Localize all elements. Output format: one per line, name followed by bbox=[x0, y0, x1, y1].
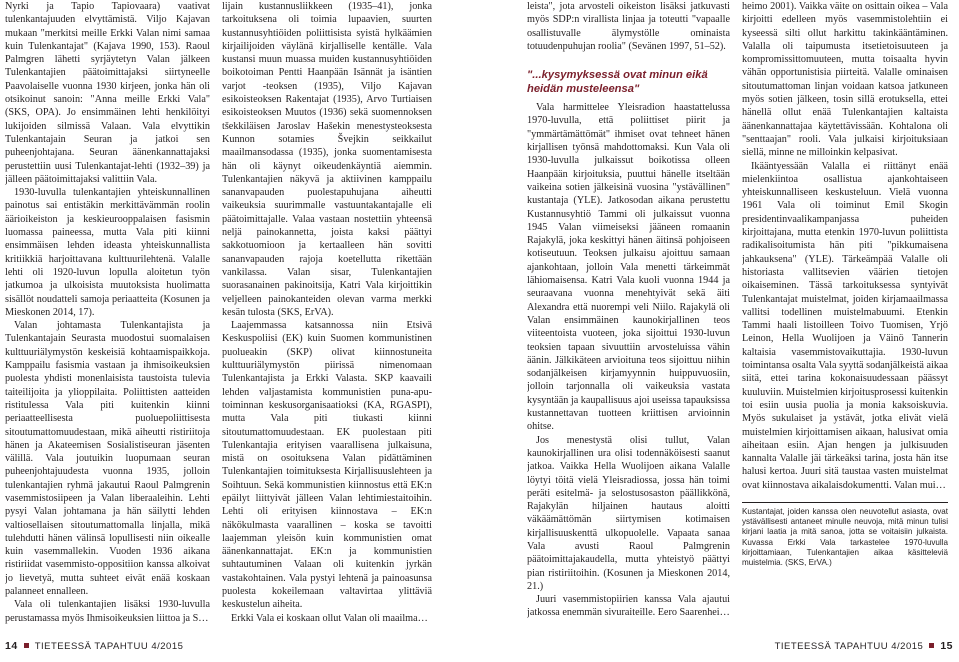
paragraph: Jos menestystä olisi tullut, Valan kaunokirjallinen ura olisi todennäköisesti saanut jatkoa. Vaikka Hella Wuolijoen aikana Valalle löytyi töitä vielä Yleisradiossa, jossa hän toimi peräti esitelmä- ja selostusosaston päällikkönä, Rajakylän hiljainen hautaus aloitti väkäämättömän siirtymisen kotimaisen kirjallisuuskenttä ulkopuolelle. Vapaata sanaa Vala avusti Raoul Palmgrenin päätoimittajakaudella, mutta yhteistyö päättyi pian ristiriitoihin. (Kosunen ja Mieskonen 2014, 21.) bbox=[527, 434, 730, 592]
text-column-3 bbox=[527, 0, 730, 630]
journal-name: TIETEESSÄ TAPAHTUU 4/2015 bbox=[774, 641, 924, 652]
paragraph: Ikääntyessään Valalla ei riittänyt enää mielenkiintoa osallistua ajankohtaiseen yhteiskunnalliseen keskusteluun. Vielä vuonna 1961 Vala oli toiminut Emil Skogin presidentinvaalikampanjassa puheiden kirjoittajana, mutta etenkin 1970-luvun poliittista radikalisoitumista hän piti "pikkumaisena jahkauksena" (YLE). Tärkeämpää Valalle oli historiasta vallitsevien väärien tietojen oikaiseminen. Tässä tarkoituksessa syntyivät Tulenkantajat muistelmat, joiden kirjamaailmassa vallitsi todellinen muistelmabuumi. Etenkin Tammi haali listoilleen Toivo Tuomisen, Yrjö Leinon, Hella Wuolijoen ja Väinö Tannerin kaltaisia vasemmistovaikuttajia. 1930-luvun toimintansa osalta Vala syyttä sodanjälkeistä aikaa siitä, ettei tarina kokonaisuudessaan päässyt kuuluviin. Muistelmien kirjoitusprosessi kuitenkin toi esiin uusia puolia ja monia kaksoiskuvia. Myös sukulaiset ja ystävät, jotka elivät vielä muistelmien kirjoittamisen aikaan, halusivat omia aiheitaan esiin. Ajan hengen ja julkisuuden kannalta Valalle jäi tärkeäksi tarina, josta hän itse halusi kertoa. Juuri sitä taustaa vasten muistelmat ovat kiinnostava aikalaisdokumentti. Valan mui… bbox=[742, 160, 948, 491]
page-number: 15 bbox=[940, 640, 953, 652]
text-column-1 bbox=[5, 0, 210, 630]
image-caption: Kustantajat, joiden kanssa olen neuvotellut asiasta, ovat ystävällisesti antaneet minulle neuvoja, mitä minun tulisi kirjani laatia ja mitä sanoa, jotta se voitaisiin julkaista. Kuvassa Erkki Vala tarkastelee 1970-luvulla kirjoittamiaan, Tulenkantajien aikaa käsitteleviä muistelmia. (SKS, ErVA.) bbox=[742, 507, 948, 568]
square-bullet-icon bbox=[24, 643, 29, 648]
paragraph: Valan johtamasta Tulenkantajista ja Tulenkantajain Seurasta muodostui suomalaisen kulttuuriälymystön keskeisiä kohtaamispaikkoja. Kamppailu fasismia vastaan ja ihmisoikeuksien puolesta yhdisti monenlaisista taustoista tulevia taiteilijoita ja ylioppilaita. Poliittisten aatteiden ristitulessa Vala piti kuitenkin kiinni periaatteellisesta puoluepoliittisesta sitoutumattomuudestaan, mikä aiheutti ristiriitoja hänen ja Akateemisen Sosialistiseuran jäsenten välillä. Vala joutuikin luopumaan seuran puheenjohtajuudesta vuonna 1935, jolloin tulenkantajien ryhmä jakautui Raoul Palmgrenin vasemmistosiipeen ja Valan liberaaleihin. Lehti pysyi Valan johtamana ja hän säilytti lehden valtiosellaisen sitoutumattomalla linjalla, mikä tulehdutti hänen välinsä lopullisesti niin oikealle kuin vasemmallekin. Vuoden 1936 aikana ristiriidat vasemmisto-oppositiion kanssa alkoivat jo lievetyä, mutta suhteet eivät enää koskaan palanneet ennalleen. bbox=[5, 320, 210, 598]
text-column-4 bbox=[742, 0, 948, 630]
page-footer-left bbox=[5, 640, 183, 652]
page-number: 14 bbox=[5, 640, 18, 652]
paragraph: Erkki Vala ei koskaan ollut Valan oli maailma… bbox=[231, 612, 428, 624]
left-page bbox=[0, 0, 479, 662]
paragraph: heimo 2001). Vaikka väite on osittain oikea – Vala kirjoitti edelleen myös vasemmistolehtiin ei kyseessä silti ollut harkittu takinkääntäminen. Valalla oli taipumusta itsetietoisuuteen ja kompromissittomuuteen, mutta toisaalta hyvin vähän opportunistisia piirteitä. Valalle ominaisen sitoutumattoman linjan voidaan katsoa jatkuneen myös sotien jälkeen, tosin sillä erotuksella, ettei hänellä ollut enää Tulenkantajien kaltaista äänenkannattajaa käytettävissään. Kohtalona oli "senttaajan" rooli. Vala julkaisi kirjoituksiaan siellä, minne ne milloinkin kelpasivat. bbox=[742, 1, 948, 159]
journal-name: TIETEESSÄ TAPAHTUU 4/2015 bbox=[34, 641, 184, 652]
caption-rule bbox=[742, 502, 948, 503]
page-footer-right bbox=[775, 640, 953, 652]
paragraph: 1930-luvulla tulenkantajien yhteiskunnallinen painotus sai entistäkin merkittävämmän roolin äärioikeiston ja keskieurooppalaisen fasismin luomassa paineessa, mutta Vala piti kiinni ensimmäisen lehden ideasta yhteiskunnallista kritiikkiä harjoittavana kulttuurilehtenä. Valalle lehti oli 1920-luvun lopulla aloitetun työn jatkumoa ja ulkoisista muutoksista huolimatta sisällöt noudatteli samoja periaatteita (Kosunen ja Mieskonen 2014, 17). bbox=[5, 187, 210, 318]
paragraph: Vala harmittelee Yleisradion haastattelussa 1970-luvulla, että poliittiset piirit ja "ymmärtämättömät" ihmiset ovat tehneet hänen kirjallisen työnsä mahdottomaksi. Kun Vala oli 1930-luvulla julkaissut boikotissa olleen Haanpään kirjoituksia, puuttui hänelle itseltään vaikeina sotien jälkeisinä vuosina "ystävällinen" kustantaja (YLE). Jatkosodan aikana perustettu Kustannusyhtiö Tammi oli julkaissut vuonna 1945 Valan viimeiseksi jääneen romaanin Rajakylä, joka keskittyi hänen äitinsä pohjoiseen kotiseutuun. Teoksen julkaisu ajoittuu samaan ajankohtaan, jolloin Vala menetti tärkeimmät lähiomaisensa. Katri Vala kuoli vuonna 1944 ja seuraavana vuonna menehtyivät sekä äiti Alexandra että nuorempi veli Niilo. Rajakylä oli Valan ensimmäinen kaunokirjallinen teos viiteentoista vuoteen, joka sijoittui 1930-luvun teoksien tapaan sivuuttiin arvosteluissa vähin äänin. Jälkikäteen arvioituna teos sijoittuu niihin sodanjälkeisen kirjamyynnin huippuvuosiin, jolloin tarjonnalla oli vaikeuksia vastata kysyntään ja kaupallisuus ajoi useissa tapauksissa kustannettavan tuotteen kriittisen arvioinnin ohitse. bbox=[527, 102, 730, 433]
paragraph: leista", jota arvosteli oikeiston lisäksi jatkuvasti myös SDP:n virallista linjaa ja toteutti "vapaalle osallistuvalle älymystölle ominaista totuudenpuhujan roolia" (Sevänen 1997, 51–52). bbox=[527, 1, 730, 52]
square-bullet-icon bbox=[929, 643, 934, 648]
paragraph: Vala oli tulenkantajien lisäksi 1930-luvulla perustamassa myös Ihmisoikeuksien liittoa ja S… bbox=[5, 599, 210, 624]
paragraph: Laajemmassa katsannossa niin Etsivä Keskuspoliisi (EK) kuin Suomen kommunistinen puolueakin (SKP) olivat kiinnostuneita kulttuuriälymystön piirissä nimenomaan Tulenkantajista ja Erkki Valasta. SKP kaavaili lehden valjastamista kommunistien puna-apu-toiminnan keskusorganisaatioksi (KA, RGASPI), mutta Vala piti tiukasti kiinni sitoutumattomuudestaan. EK puolestaan piti Tulenkantajia erityisen vaarallisena julkaisuna, mistä on osoituksena Valan pidättäminen Tulenkantajien toimituksesta Kirjallisuuslehteen ja Soihtuun. Sekä kommunistien kiinnostus että EK:n epäilyt liittyivät jälleen Valan lehtimiestaitoihin. Lehti oli erityisen kiinnostava – EK:n näkökulmasta vaarallinen – koska se tavoitti laajemman yleisön kuin kommunistien omat äänenkannattajat. EK:n ja kommunistien suhtautuminen Valaan oli kuitenkin jyrkän vastakohtainen. Vala pystyi lehtenä ja painoasunsa puolesta kokeilemaan valtavirtaa ylittäviä keskustelun aiheita. bbox=[222, 320, 432, 611]
column-4-body bbox=[742, 0, 948, 493]
text-column-2 bbox=[222, 0, 432, 630]
paragraph: Nyrki ja Tapio Tapiovaara) vaativat tulenkantajuuden elvyttämistä. Viljo Kajavan mukaan "merkitsi meille Erkki Valan nimi samaa kuin Tulenkantajat" (Kajava 1990, 153). Raoul Palmgren lähetti syrjäytetyn Valan jälkeen Tulenkantajien päätoimittajaksi siirtyneelle Paavolaiselle vuonna 1930 kirjeen, jonka hän oli otsikoinut sanoin: "Anna meille Erkki Vala" (SKS, OPA). Jo ensimmäinen lehti henkilöityi lukijoiden silmissä Valaan. Vala elvyttikin Tulenkantajain Seuran ja jatkoi sen puheenjohtajana. Seuran äänenkannattajaksi perustettiin uusi Tulenkantajat-lehti (1932–39) ja jälleen päätoimittajaksi valittiin Vala. bbox=[5, 1, 210, 185]
right-page bbox=[480, 0, 959, 662]
section-subheading: "...kysymyksessä ovat minun eikä heidän musteleensa" bbox=[527, 69, 708, 95]
paragraph: Juuri vasemmistopiirien kanssa Vala ajautui jatkossa enemmän sivuraiteille. Eero Saarenhei… bbox=[527, 594, 730, 619]
paragraph: lijain kustannusliikkeen (1935–41), jonka tarkoituksena oli toimia lupaavien, suurten kustannusyhtiöiden poliittisista syistä hylkäämien kirjailijoiden väylänä kirjalliselle kentälle. Vala kustansi muun muassa muiden kustannusyhtiöiden boikotoiman Pentti Haanpään Isännät ja isäntien varjot -teoksen (1935), Viljo Kajavan esikoisteoksen Rakentajat (1935), Arvo Turtiaisen esikoisteoksen Muutos (1936) sekä suomennoksen tšekkiläisen Jaroslav Hašekin menestysteoksesta Kunnon sotamies Švejkin seikkailut maailmansodassa (1935), jonka suomentamisesta hän oli käynyt oikeudenkäyntiä aiemmin. Tulenkantajien näkyvä ja aktiivinen kamppailu sananvapauden puolestapuhujana aiheutti vaikeuksia suurimmalle vastuuntakantajalle eli päätoimittajalle. Valaa vastaan nostettiin yhteensä neljä painokannetta, joista kaksi päättyi sakkotuomioon ja kertaalleen hän sovitti sananvapauden rajoja koetellutta rikettään vankilassa. Valan sisar, Tulenkantajien suorasanainen pakinoitsija, Katri Vala kirjoittikin veljelleen painokanteiden olevan varma merkki kesän tulosta (SKS, ErVA). bbox=[222, 1, 432, 318]
